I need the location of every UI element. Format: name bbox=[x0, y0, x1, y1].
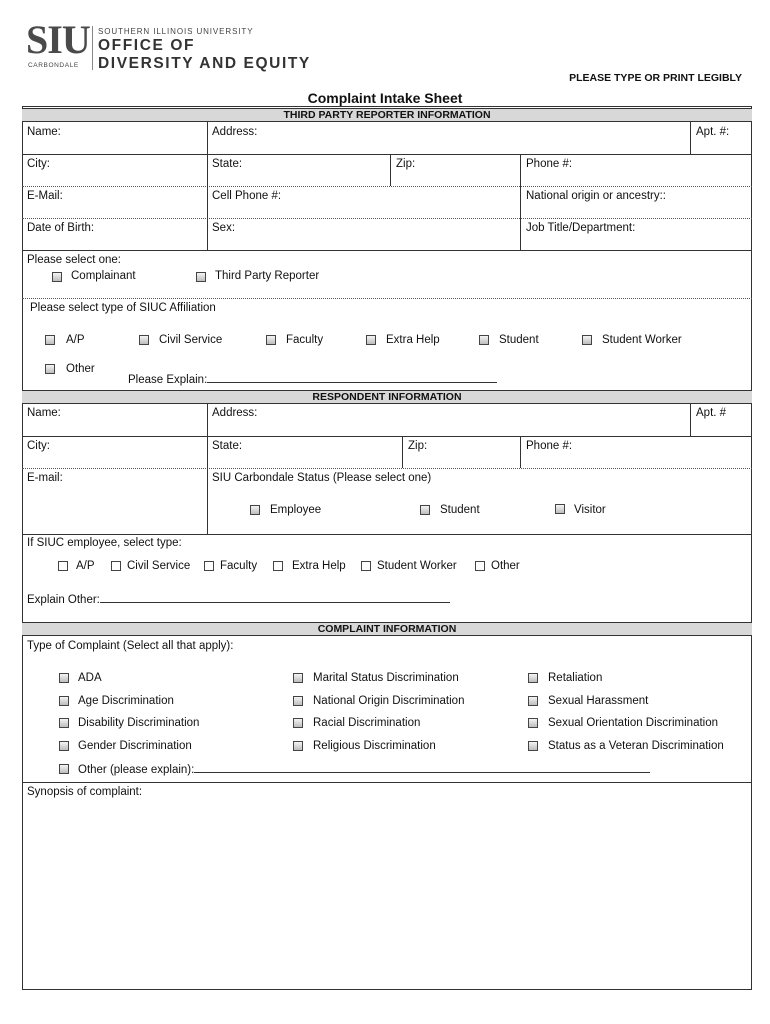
ct-sexual-orientation-checkbox[interactable] bbox=[528, 718, 538, 728]
complaint-type-label: Type of Complaint (Select all that apply): bbox=[27, 640, 234, 652]
aff-student-label: Student bbox=[499, 334, 539, 346]
logo-office: OFFICE OF bbox=[98, 37, 196, 54]
aff-other-label: Other bbox=[66, 363, 95, 375]
status-employee-checkbox[interactable] bbox=[250, 505, 260, 515]
logo-campus: CARBONDALE bbox=[28, 62, 79, 69]
status-visitor-checkbox[interactable] bbox=[555, 504, 565, 514]
tp-city-label: City: bbox=[27, 158, 50, 170]
ct-age-label: Age Discrimination bbox=[78, 695, 174, 707]
ct-ada-label: ADA bbox=[78, 672, 102, 684]
aff-civil-service-checkbox[interactable] bbox=[139, 335, 149, 345]
ct-religious-label: Religious Discrimination bbox=[313, 740, 436, 752]
aff-faculty-checkbox[interactable] bbox=[266, 335, 276, 345]
ct-veteran-checkbox[interactable] bbox=[528, 741, 538, 751]
tp-apt-label: Apt. #: bbox=[696, 126, 730, 138]
form-title: Complaint Intake Sheet bbox=[307, 90, 463, 106]
aff-student-worker-checkbox[interactable] bbox=[582, 335, 592, 345]
status-employee-label: Employee bbox=[270, 504, 322, 516]
tp-select-one-label: Please select one: bbox=[27, 254, 121, 266]
tp-name-label: Name: bbox=[27, 126, 61, 138]
aff-student-checkbox[interactable] bbox=[479, 335, 489, 345]
tp-affiliation-label: Please select type of SIUC Affiliation bbox=[30, 302, 216, 314]
ct-marital-label: Marital Status Discrimination bbox=[313, 672, 459, 684]
emp-civil-service-checkbox[interactable] bbox=[111, 561, 121, 571]
print-note: PLEASE TYPE OR PRINT LEGIBLY bbox=[569, 72, 742, 84]
ct-national-origin-label: National Origin Discrimination bbox=[313, 695, 465, 707]
emp-extra-help-label: Extra Help bbox=[292, 560, 346, 572]
logo-university: SOUTHERN ILLINOIS UNIVERSITY bbox=[98, 27, 254, 36]
emp-ap-label: A/P bbox=[76, 560, 95, 572]
tp-origin-label: National origin or ancestry:: bbox=[526, 190, 666, 202]
ct-religious-checkbox[interactable] bbox=[293, 741, 303, 751]
rs-apt-label: Apt. # bbox=[696, 407, 727, 419]
tp-job-label: Job Title/Department: bbox=[526, 222, 636, 234]
ct-age-checkbox[interactable] bbox=[59, 696, 69, 706]
rs-employee-type-label: If SIUC employee, select type: bbox=[27, 537, 182, 549]
complaint-header: COMPLAINT INFORMATION bbox=[22, 622, 752, 636]
emp-faculty-checkbox[interactable] bbox=[204, 561, 214, 571]
tp-address-label: Address: bbox=[212, 126, 258, 138]
rs-state-label: State: bbox=[212, 440, 243, 452]
ct-marital-checkbox[interactable] bbox=[293, 673, 303, 683]
ct-ada-checkbox[interactable] bbox=[59, 673, 69, 683]
tp-dob-label: Date of Birth: bbox=[27, 222, 95, 234]
ct-sexual-orientation-label: Sexual Orientation Discrimination bbox=[548, 717, 719, 729]
aff-extra-help-label: Extra Help bbox=[386, 334, 440, 346]
ct-racial-label: Racial Discrimination bbox=[313, 717, 421, 729]
ct-other-label: Other (please explain): bbox=[78, 762, 650, 776]
logo-mark: SIU bbox=[26, 17, 90, 62]
aff-ap-checkbox[interactable] bbox=[45, 335, 55, 345]
ct-national-origin-checkbox[interactable] bbox=[293, 696, 303, 706]
logo-divider bbox=[92, 26, 93, 70]
rs-explain-other-label: Explain Other: bbox=[27, 592, 450, 606]
emp-faculty-label: Faculty bbox=[220, 560, 258, 572]
tp-zip-label: Zip: bbox=[396, 158, 416, 170]
rs-phone-label: Phone #: bbox=[526, 440, 573, 452]
ct-sexual-harassment-label: Sexual Harassment bbox=[548, 695, 649, 707]
tp-explain-label: Please Explain: bbox=[128, 372, 497, 386]
aff-student-worker-label: Student Worker bbox=[602, 334, 682, 346]
ct-gender-label: Gender Discrimination bbox=[78, 740, 192, 752]
ct-gender-checkbox[interactable] bbox=[59, 741, 69, 751]
emp-other-checkbox[interactable] bbox=[475, 561, 485, 571]
emp-other-label: Other bbox=[491, 560, 520, 572]
ct-veteran-label: Status as a Veteran Discrimination bbox=[548, 740, 724, 752]
third-party-reporter-label: Third Party Reporter bbox=[215, 270, 320, 282]
ct-racial-checkbox[interactable] bbox=[293, 718, 303, 728]
synopsis-label: Synopsis of complaint: bbox=[27, 786, 143, 798]
emp-ap-checkbox[interactable] bbox=[58, 561, 68, 571]
rs-city-label: City: bbox=[27, 440, 50, 452]
tp-email-label: E-Mail: bbox=[27, 190, 63, 202]
ct-other-checkbox[interactable] bbox=[59, 764, 69, 774]
emp-extra-help-checkbox[interactable] bbox=[273, 561, 283, 571]
ct-disability-checkbox[interactable] bbox=[59, 718, 69, 728]
complainant-checkbox[interactable] bbox=[52, 272, 62, 282]
aff-civil-service-label: Civil Service bbox=[159, 334, 223, 346]
emp-student-worker-checkbox[interactable] bbox=[361, 561, 371, 571]
third-party-reporter-checkbox[interactable] bbox=[196, 272, 206, 282]
aff-extra-help-checkbox[interactable] bbox=[366, 335, 376, 345]
tp-sex-label: Sex: bbox=[212, 222, 236, 234]
aff-ap-label: A/P bbox=[66, 334, 85, 346]
ct-sexual-harassment-checkbox[interactable] bbox=[528, 696, 538, 706]
tp-phone-label: Phone #: bbox=[526, 158, 573, 170]
status-visitor-label: Visitor bbox=[574, 504, 606, 516]
synopsis-area[interactable] bbox=[24, 802, 750, 988]
ct-retaliation-label: Retaliation bbox=[548, 672, 603, 684]
aff-other-checkbox[interactable] bbox=[45, 364, 55, 374]
rs-status-label: SIU Carbondale Status (Please select one) bbox=[212, 472, 432, 484]
complainant-label: Complainant bbox=[71, 270, 136, 282]
ct-retaliation-checkbox[interactable] bbox=[528, 673, 538, 683]
rs-name-label: Name: bbox=[27, 407, 61, 419]
rs-zip-label: Zip: bbox=[408, 440, 428, 452]
tp-cell-label: Cell Phone #: bbox=[212, 190, 282, 202]
emp-student-worker-label: Student Worker bbox=[377, 560, 457, 572]
emp-civil-service-label: Civil Service bbox=[127, 560, 191, 572]
logo-department: DIVERSITY AND EQUITY bbox=[98, 55, 311, 72]
third-party-header: THIRD PARTY REPORTER INFORMATION bbox=[22, 108, 752, 122]
aff-faculty-label: Faculty bbox=[286, 334, 324, 346]
status-student-checkbox[interactable] bbox=[420, 505, 430, 515]
respondent-header: RESPONDENT INFORMATION bbox=[22, 390, 752, 404]
status-student-label: Student bbox=[440, 504, 480, 516]
rs-email-label: E-mail: bbox=[27, 472, 63, 484]
tp-state-label: State: bbox=[212, 158, 243, 170]
rs-address-label: Address: bbox=[212, 407, 258, 419]
ct-disability-label: Disability Discrimination bbox=[78, 717, 200, 729]
